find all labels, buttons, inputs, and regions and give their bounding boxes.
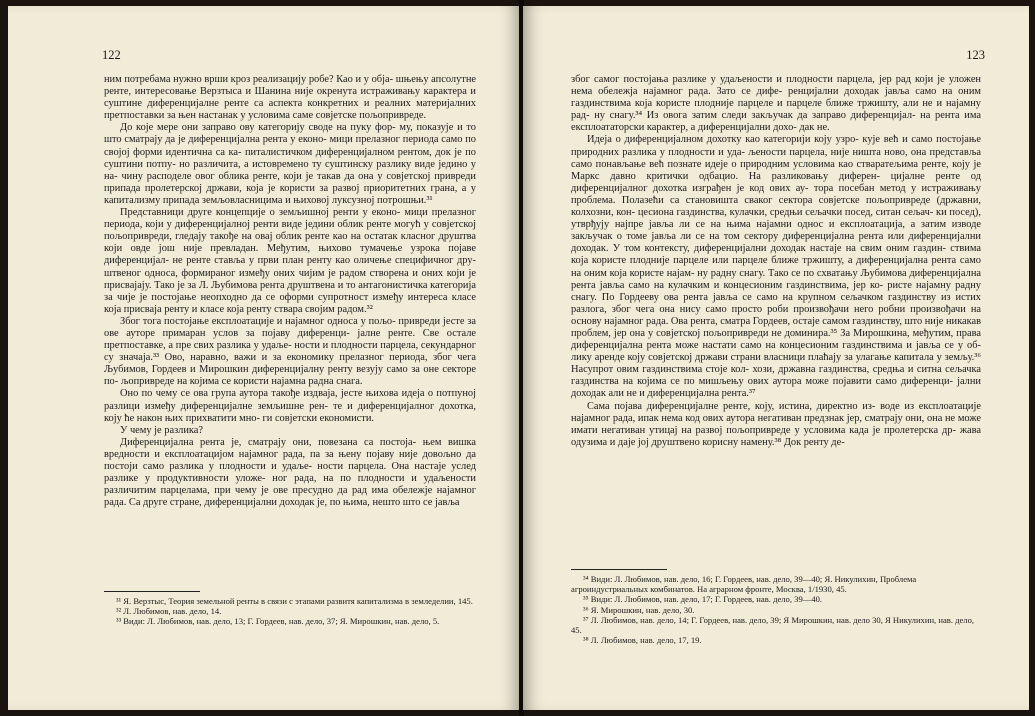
paragraph: Представници друге концепције о земљишној ренти у еконо- мици прелазног периода, који у диференцијалној ренти виде једини облик ренте могућ у совјетској пољопривреди, гледају такође на овај облик ренте као на остатак класног друштва који овде још није превладан. Међутим, њихово тумачење узрока појаве диференцијал- не ренте ставља у први план ренту као оличење специфичног дру- штвеног односа, формираног између оних чијим је радом створена и оних који је присвајају. Тако је за Л. Љубимова рента друштвена и то антагонистичка категорија за чије је постојање неопходно да се оформи супротност између интереса класе која присвајa ренту и класе која ренту ствара својим радом.³² — [104, 207, 476, 315]
footnote: ³⁵ Види: Л. Любимов, нав. дело, 17; Г. Гордеев, нав. дело, 39—40. — [583, 594, 823, 605]
footnote-rule — [104, 591, 200, 592]
paragraph: Сама појава диференцијалне ренте, коју, истина, директно из- воде из експлоатације најамног рада, ипак нема код ових аутора негативан предзнак јер, сматрају они, она не може имати негативан утицај на развој пољопривреде у условима када је пролетерска др- жава одузима и даје јој друштвено корисну намену.³⁸ Док ренту де- — [571, 400, 981, 448]
paragraph: Диференцијална рента је, сматрају они, повезана са постоја- њем вишка вредности и експлоатацијом најамног рада, па за њену појаву није довољно да постоји само разлика у плодности и удаље- ности парцела. Она настаје услед разлике у продуктивности уложе- ног рада, на по плодности и удаљености различитим парцелама, при чему је ове пресудно да рад има обележје најамног рада. Са друге стране, диференцијални доходак је, по њима, нешто што се јавља — [104, 436, 476, 509]
footnote: ³⁷ Л. Любимов, нав. дело, 14; Г. Гордеев, нав. дело, 39; Я Мирошкин, нав. дело 30, Я Никулихин, нав. дело, 45. — [571, 614, 975, 636]
footnote: ³³ Види: Л. Любимов, нав. дело, 13; Г. Гордеев, нав. дело, 37; Я. Мирошкин, нав. дело, 5. — [116, 616, 440, 627]
paragraph: У чему је разлика? — [120, 424, 204, 436]
left-page — [8, 6, 520, 710]
paragraph: ним потребама нужно врши кроз реализацију робе? Као и у обја- шњењу апсолутне ренте, интересовање Верзтыса и Шанина није окренута истраживању карактера и суштине диференцијалне ренте са аспекта конкретних и реалних материјалних претпоставки за њен настанак у условима саме совјетске пољопривреде. — [104, 74, 476, 122]
paragraph: Идеја о диференцијалном дохотку као категорији коју узро- кује већ и само постојање природних разлика у плодности и уда- љености парцела, није ништа ново, она представља само понављање већ познате идеје о природним условима као стваратељима ренте, коју је Маркс давно критички одбацио. На разликовању диферен- цијалне ренте од диференцијалног дохотка изграђен је код ових ау- тора посебан метод у истраживању проблема. Полазећи са становишта сваког сектора совјетске пољопривреде (државни, колхозни, кон- цесиона газдинства, кулачки, средњи сељачки посед, ситан сељач- ки посед), утврђују најпре јавља ли се на њима најамни однос и експлоатација, а затим изводе закључак о томе јавља ли се на том сектору диференцијална рента или диференцијални доходак. У том контексту, диференцијални доходак настаје на свим оним газдин- ствима која користе плодније парцеле или парцеле ближе тржишту, а диференцијална рента само на оним која користе најам- ну радну снагу. Тако се по схватању Љубимова диференцијална рента јавља само на кулачким и концесионим газдинствима, јер ко- ристе најамну радну снагу. По Гордееву ова рента јавља се само на крупном сељачком газдинству из истих разлога, због чега она нису само просто роби произвођачи него робни произвођачи на основу најамног рада. Ова рента, сматра Гордеев, остаје самом газдинству, што није никакав проблем, јер она у совјетској пољопривреди не доминира.³⁵ За Мирошкина, међутим, права диференцијална рента може настати само на концесионим газдинствима и јавља се у об- лику аренде коју совјетској држави страни власници плаћају за улагање капитала у земљу.³⁶ Насупрот овим газдинствима стоје кол- хози, државна газдинства, средња и ситна сељачка газдинства на којима се по мишљењу ових аутора може појавити само диференци- јални доходак али не и диференцијална рента.³⁷ — [571, 134, 981, 400]
paragraph: До које мере они заправо ову категорију своде на пуку фор- му, показује и то што сматрају да је диференцијална рента у еконо- мици прелазног периода само по својој форми идентична са ка- питалистичком диференцијалном рентом, док је по суштини потпу- но различита, а истовремено ту суштинску разлику виде једино у на- чину расподеле овог облика ренте, који је такав да она у совјетској привреди припада пролетерској држави, која је користи за развој приоритетних грана, а у капитализму припада земљовласницима и њиховој луксузној потрошњи.³¹ — [104, 122, 476, 206]
page-number: 122 — [102, 48, 121, 62]
footnote-rule — [571, 569, 667, 570]
paragraph: због самог постојања разлике у удаљености и плодности парцела, јер рад који је уложен нема обележја најамног рада. Зато се дифе- ренцијални доходак јавља само на оним газдинствима која користе плодније парцеле и парцеле ближе тржишту, али не и најамну рад- ну снагу.³⁴ Из овога затим следи закључак да заправо диференцијал- на рента има експлоататорски карактер, а диференцијални дохо- дак не. — [571, 74, 981, 134]
footnotes — [571, 574, 981, 645]
footnote: ³⁴ Види: Л. Любимов, нав. дело, 16; Г. Гордеев, нав. дело, 39—40; Я. Никулихин, Проблема агроиндустриальных комбинатов. На аграрном фронте, Москва, 1/1930, 45. — [571, 574, 917, 595]
footnote: ³² Л. Любимов, нав. дело, 14. — [116, 606, 222, 617]
main-text — [571, 74, 981, 449]
paragraph: Оно по чему се ова група аутора такође издваја, јесте њихова идеја о потпуној разлици између диференцијалне земљишне рен- те и диференцијалног дохотка, коју ће након њих прихватити мно- ги совјетски економисти. — [104, 388, 476, 424]
page-number: 123 — [966, 48, 985, 62]
footnote: ³⁸ Л. Любимов, нав. дело, 17, 19. — [583, 635, 702, 646]
paragraph: Због тога постојање експлоатације и најамног односа у пољо- привреди јесте за ове ауторе примаран услов за појаву диференци- јалне ренте. Све остале претпоставке, а пре свих разлика у удаље- ности и плодности парцела, секундарног су значаја.³³ Ово, наравно, важи и за економику прелазног периода, због чега Љубимов, Гордеев и Мирошкин диференцијалну ренту везују само за оне секторе по- љопривреде на којима се користи најамна радна снага. — [104, 315, 476, 388]
main-text — [104, 74, 476, 509]
footnotes — [104, 596, 476, 627]
footnote: ³⁶ Я. Мирошкин, нав. дело, 30. — [583, 604, 695, 615]
footnote: ³¹ Я. Верзтыс, Теория земельной ренты в связи с этапами развитя капитализма в земледелии, 145. — [116, 596, 473, 606]
right-page — [523, 6, 1029, 710]
